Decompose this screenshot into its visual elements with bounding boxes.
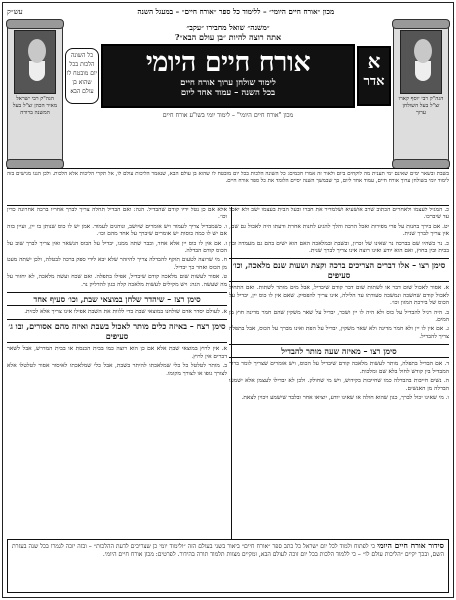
portrait-right bbox=[400, 30, 442, 94]
paragraph: ז. אם אין לו כוס יין אלא אחד, וכבר שתה ממנו, יבדיל על הכוס הנשאר ואין צריך לברך שוב על הכוס קודם הבדלה. bbox=[7, 240, 227, 255]
slogan-question: אתה רוצה להיות ״בן עולם הבא״? bbox=[174, 32, 282, 42]
section-heading: סימן רצו – אלו דברים הצריכים ברכה וקצת ושעות שנם מלאכה, וכו׳ סעיפים bbox=[229, 258, 449, 282]
paragraph: כ. נר כשהיו שם בברכה נר שאינו של זכרון, ובשבת ובמלאכה האם הוא ישים בהם גם מעמדה ובין בבית ובין בחוץ, ואם הוא יודע ואינו רוצה אינו צריך לברך שנית. bbox=[229, 240, 449, 255]
footer-box bbox=[7, 539, 449, 593]
date-day: א bbox=[367, 49, 381, 73]
header-divider bbox=[7, 168, 449, 169]
slogan: ״משנה״ שואל מחבירו ״עקב״ bbox=[186, 23, 270, 32]
text-columns bbox=[7, 207, 449, 539]
column-right bbox=[229, 207, 449, 539]
masthead bbox=[65, 19, 391, 169]
date-badge bbox=[357, 46, 391, 106]
quote-badge: כל השונה הלכות בכל יום מובטח לו שהוא בן עולם הבא bbox=[65, 48, 99, 104]
top-strip-title: מכון ״אורח חיים היומי״ – ללימוד כל ספר ״אורח חיים״ – במעגל השנה bbox=[137, 7, 335, 16]
footer-title: סידור אורח חיים היומי bbox=[377, 541, 444, 550]
paragraph: ג. אם אין לו יין ולא חמר מדינה ולא שאר משקין, יבדיל על הפת ואינו מברך על הכוס, אבל בתפלה צריך להבדיל. bbox=[229, 326, 449, 340]
title-box bbox=[101, 44, 355, 108]
paragraph: א. לעולם יסדר אדם שולחנו במוצאי שבת כדי ללוות את השבת אפילו אינו צריך אלא לכזית. bbox=[24, 309, 227, 316]
paragraph: כ. המגיל לעצמו ולאחרים הכתוב שרב אושעיא ושלמדיר את חברו ובעל הבית בעצמו ישב ולא יאכל עד שיברכו. bbox=[229, 207, 449, 221]
masthead-subline: מכון "אורח חיים היומי" – לימוד יומי בשו"ע אורח חיים bbox=[162, 112, 294, 119]
scroll-right-caption: הגה"ק רבי יוסף קארו זצ"ל בעל השולחן ערוך bbox=[398, 96, 444, 116]
paragraph: ד. אם הבדיל בתפלה, מותר לעשות מלאכה קודם שיבדיל על הכוס, ויש אומרים שצריך לומר ברוך המבדיל בין קודש לחול בלא שם ומלכות. bbox=[229, 361, 449, 375]
section-heading: סימן רצח – באיזה כלים מותר לאכול בשבת ואיזה מהם אסורים, ובו ג׳ סעיפים bbox=[8, 321, 226, 342]
paragraph: ב. היה רגיל להבדיל על כוס ולא היה לו יין ושכר, יבדיל על שאר משקין שהם חמר מדינה חוץ מן המים. bbox=[229, 309, 449, 324]
page-subtitle: לימוד שולחן ערוך אורח חיים bbox=[180, 78, 276, 88]
scroll-roll-top bbox=[392, 19, 450, 29]
top-strip bbox=[7, 6, 449, 18]
paragraph: ו. מי שאינו יכול לברך, כגון שהוא חולה או שאינו יודע, יוציאו אחר ובלבד שישמע ויכוין לצאת. bbox=[241, 394, 449, 401]
section-heading: סימן רצו – מאיזה שעה מותר להבדיל bbox=[229, 344, 449, 358]
scroll-roll-top bbox=[6, 19, 64, 29]
paragraph: אלא אם כן נטל ידיו קודם שהבדיל. הגה: ואם הבדיל תחלה צריך לברך אחריו ברכה אחרונה כדין וכו׳. bbox=[7, 207, 227, 221]
paragraph: ב. מותר לטלטל כל כלי שמלאכתו להיתר בשבת, אבל כלי שמלאכתו לאיסור אסור לטלטלו אלא לצורך גופו או לצורך מקומו. bbox=[7, 363, 227, 377]
paragraph: ה. נשים חייבות בהבדלה כמו שחייבות בקידוש, ויש מי שחולק. ולכן לא יבדילו לעצמן אלא ישמעו הבדלה מן האנשים. bbox=[229, 378, 449, 392]
column-left bbox=[7, 207, 227, 539]
title-row bbox=[65, 44, 391, 108]
section-heading: סימן רצז – שיהדר שלחן במוצאי שבת, וכו׳ סעיף אחד bbox=[7, 292, 227, 306]
page-title: אורח חיים היומי bbox=[145, 47, 311, 78]
paragraph: ט. אסור לעשות שום מלאכה קודם שיבדיל, אפילו בתפלה. ואם שכח ועשה מלאכה, לא יחזור על מה שעשה. הגה: ויש מקילים לעשות מלאכה קלה כגון להדליק נר. bbox=[7, 274, 227, 288]
scroll-left bbox=[7, 21, 63, 167]
paragraph: ח. מי שרוצה לטעום תוקף להבדלה צריך להיזהר שלא יבא לידי ספק ברכה לבטלה, ולכן ישתה מעט מן הכוס ואחר כך יבדיל. bbox=[7, 257, 227, 271]
paragraph: יט. אם בירך בחנות על פרי מפירות ואכל הרבה והלך להגיע לחנות אחרת ודעתו היה לאכול גם שם, אין צריך לברך שנית. bbox=[229, 223, 449, 238]
top-strip-day: עש״ק bbox=[7, 7, 23, 16]
page-subtitle-2: בכל השנה – עמוד אחד ליום bbox=[180, 88, 276, 98]
page-frame bbox=[2, 2, 454, 598]
date-month: אדר bbox=[363, 74, 385, 89]
intro-strip: בשבת ובשאר ימים שאינם ימי תענית מה לוקחים ביום ולאור זה אמרו חכמים: כל השונה הלכות בכל יום מובטח לו שהוא בן עולם הבא, שנאמר הליכות עולם לו, אל תקרי הליכות אלא הלכות. ולכן הננו מגישים בזה לימוד יומי בשולחן ערוך אורח חיים, עמוד אחד ליום, כך שבמשך השנה יסיים הלומד את כל ספר אורח חיים. bbox=[7, 171, 449, 206]
paragraph: ו. כשמבדיל צריך לעמוד ויש אומרים שיושב, ונוהגים לעמוד. אמן יש לו כוס שנותן בו יין, ועיין בזה אם יש לו כמה כוסות יש אומרים שיברך על אחד מהם וכו׳. bbox=[7, 223, 227, 238]
footer-text: כי לפתוח ולמוד לכל יום ישראל כל כתב ספר ״אורח חיים״ ביאור בשני בעולם הזה ״ולימוד יומי כן שצריכים לדעת ההלכות״ – ובזה יזכה לגמרו בכל שנה בעזרת השם, ובכך יקיים ״הליכות עולם לו״ – כי ללמוד הלכות בכל יום זוכה לעולם הבא, ומקיים מצוות תלמוד תורה בהידור. לפרטים: מכון אורח חיים היומי. bbox=[12, 543, 444, 559]
header bbox=[7, 19, 449, 169]
portrait-left bbox=[14, 30, 56, 94]
paragraph: א. אין לרוץ במוצאי שבת אלא אם כן הוא רוצה כמו בבית הכנסת או בבית המדרש, אבל לשאר דברים אין לרוץ. bbox=[7, 346, 227, 360]
paragraph: א. אסור לאכול שום דבר או לשתות שום דבר קודם שיבדיל, אבל מים מותר לשתות. ואם התחיל לאכול קודם שחשכה ונמשכה סעודתו עד הלילה, אינו צריך להפסיק. שאם אין לו כוס יין, יבדיל על הכוס של בירכת המזון וכו׳. bbox=[229, 285, 449, 307]
column-divider bbox=[231, 207, 232, 539]
scroll-left-caption: הגה"ק רבי ישראל מאיר הכהן זצ"ל בעל המשנה ברורה bbox=[12, 96, 58, 116]
scroll-right bbox=[393, 21, 449, 167]
